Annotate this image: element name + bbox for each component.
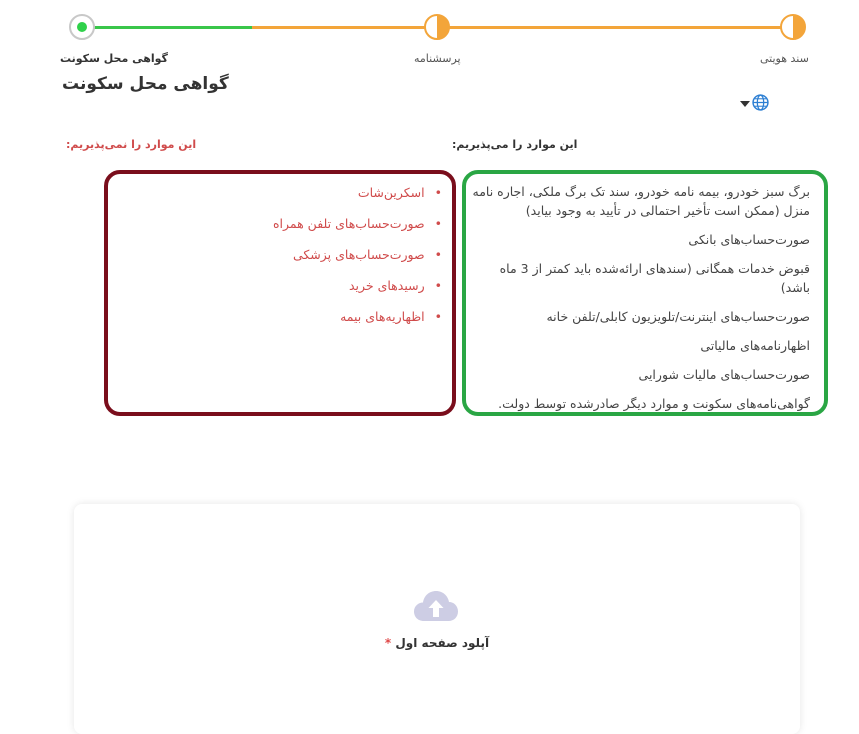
step-indicator-questionnaire[interactable]: [424, 14, 450, 40]
page-title: گواهی محل سکونت: [62, 74, 229, 94]
rejected-heading: این موارد را نمی‌پذیریم:: [66, 138, 197, 151]
step-label-questionnaire: پرسشنامه: [414, 52, 461, 65]
list-item: اظهارنامه‌های مالیاتی: [700, 338, 810, 353]
list-item: برگ سبز خودرو، بیمه نامه خودرو، سند تک برگ ملکی، اجاره نامه منزل (ممکن است تأخیر احتمالی در تأیید به وجود بیاید): [472, 184, 810, 218]
globe-icon: [752, 94, 769, 111]
stepper-progress-line: [82, 26, 252, 29]
step-indicator-residence[interactable]: [69, 14, 95, 40]
list-item: صورت‌حساب‌های اینترنت/تلویزیون کابلی/تلفن خانه: [546, 309, 810, 324]
step-indicator-identity[interactable]: [780, 14, 806, 40]
accepted-list: [470, 182, 810, 423]
step-label-identity: سند هویتی: [760, 52, 809, 65]
upload-card[interactable]: [74, 504, 800, 734]
list-item: قبوض خدمات همگانی (سندهای ارائه‌شده باید کمتر از 3 ماه باشد): [499, 261, 810, 295]
cloud-upload-icon[interactable]: [412, 588, 460, 624]
upload-label-text: آپلود صفحه اول: [395, 636, 490, 650]
list-item: • رسیدهای خرید: [273, 277, 442, 295]
accepted-documents-box: [462, 170, 828, 416]
step-label-residence: گواهی محل سکونت: [60, 52, 168, 65]
list-item: صورت‌حساب‌های مالیات شورایی: [638, 367, 810, 382]
language-selector[interactable]: [738, 94, 774, 112]
list-item: • اظهاریه‌های بیمه: [273, 308, 442, 326]
upload-label: [74, 636, 800, 650]
rejected-documents-box: [104, 170, 456, 416]
list-item: • صورت‌حساب‌های پزشکی: [273, 246, 442, 264]
rejected-list: [273, 184, 442, 339]
accepted-heading: این موارد را می‌پذیریم:: [452, 138, 578, 151]
list-item: • اسکرین‌شات: [273, 184, 442, 202]
required-mark: *: [384, 636, 392, 650]
chevron-down-icon: [740, 101, 750, 107]
list-item: گواهی‌نامه‌های سکونت و موارد دیگر صادرشده توسط دولت.: [498, 396, 810, 411]
progress-stepper: [0, 0, 859, 80]
stepper-pending-line: [252, 26, 792, 29]
list-item: صورت‌حساب‌های بانکی: [688, 232, 810, 247]
list-item: • صورت‌حساب‌های تلفن همراه: [273, 215, 442, 233]
